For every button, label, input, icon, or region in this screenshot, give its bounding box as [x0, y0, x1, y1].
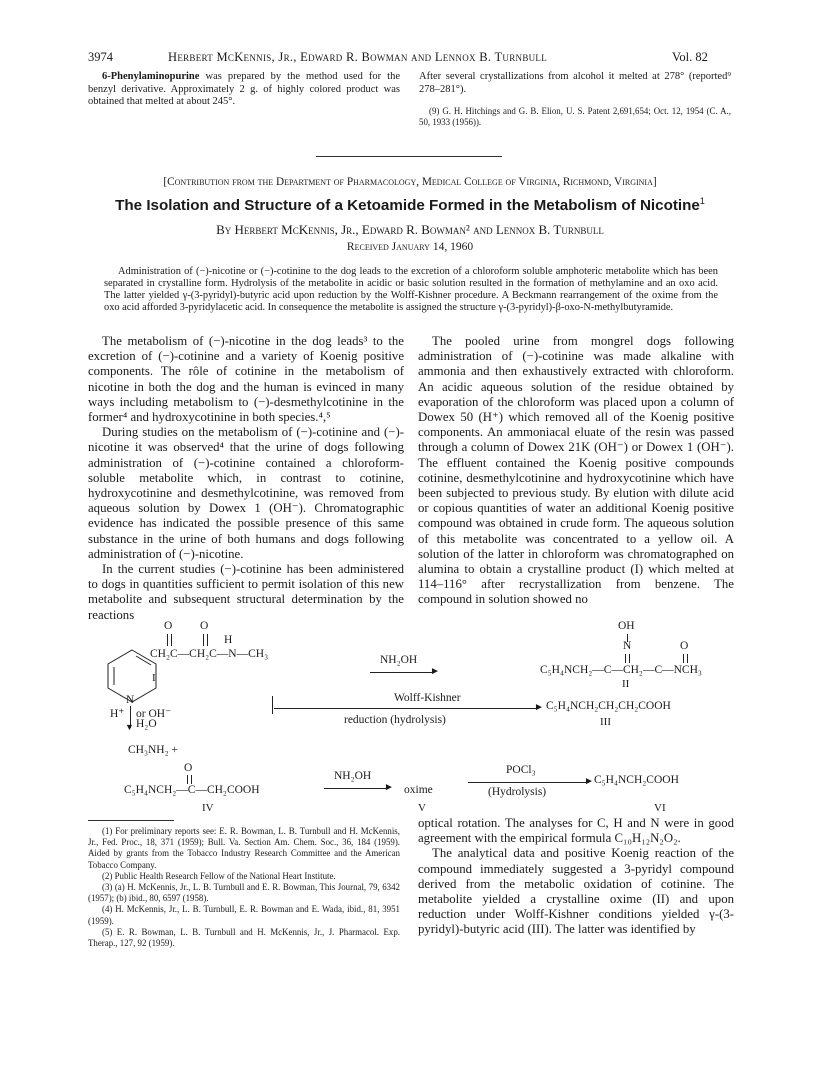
compound-I-hydrogen: H: [224, 634, 233, 646]
compound-V-label: V: [418, 802, 426, 814]
bottom-right-column: [418, 816, 734, 938]
compound-I-oxygen-2: O: [200, 620, 209, 632]
article-title: [88, 196, 732, 214]
step4-arrowhead: ►: [584, 776, 594, 787]
compound-I-chain: CH₂C—CH₂C—N—CH₃: [150, 648, 269, 660]
article-title-text: The Isolation and Structure of a Ketoamide Formed in the Metabolism of Nicotine: [115, 197, 700, 215]
reaction-scheme: [88, 614, 738, 814]
footnote-9: (9) G. H. Hitchings and G. B. Elion, U. S. Patent 2,691,654; Oct. 12, 1954 (C. A., 50, 1933 (1956)).: [419, 106, 731, 128]
footnote-4: (4) H. McKennis, Jr., L. B. Turnbull, E. R. Bowman and E. Wada, ibid., 81, 3951 (1959).: [88, 904, 400, 926]
step3-reagent: NH₂OH: [334, 770, 372, 782]
top-right-text: [419, 71, 731, 129]
ring-nitrogen: N: [126, 694, 135, 706]
footnote-3: (3) (a) H. McKennis, Jr., L. B. Turnbull and E. R. Bowman, This Journal, 79, 6342 (1957); (b) ibid., 80, 6597 (1958).: [88, 882, 400, 904]
water-condition: H₂O: [136, 718, 157, 730]
compound-IV-formula: C₅H₄NCH₂—C—CH₂COOH: [124, 784, 260, 796]
page-number: 3974: [88, 50, 113, 64]
oxime-double-bond: [625, 654, 630, 663]
abstract: [104, 266, 718, 314]
oxime-text: oxime: [404, 784, 433, 796]
compound-III-label: III: [600, 716, 611, 728]
right-paragraph-1: The pooled urine from mongrel dogs following administration of (−)-cotinine was made alkaline with ammonia and then exhaustively extracted with chloroform. An acidic aqueous solution of the residue obtained by evaporation of the chloroform was placed upon a column of Dowex 50 (H⁺) which removed all of the Koenig positive components. An ammoniacal eluate of the resin was passed through a column of Dowex 21K (OH⁻) or Dowex 1 (OH⁻). The effluent contained the Koenig positive compounds cotinine, desmethylcotinine and hydroxycotinine which have been subjected to previous study. By elution with dilute acid or copious quantities of water an additional Koenig positive compound was obtained in crude form. The aqueous solution of this metabolite was concentrated to a yellow oil. A solution of the latter in chloroform was chromatographed on alumina to obtain a crystalline product (I) which melted at 114–116° after recrystallization from benzene. The compound in solution showed no: [418, 334, 734, 607]
wk-start-line: [272, 696, 273, 714]
acid-condition: H⁺: [110, 708, 125, 720]
footnote-1: (1) For preliminary reports see: E. R. Bowman, L. B. Turnbull and H. McKennis, Jr., Fed. Proc., 18, 371 (1959); Bull. Va. Section Am. Chem. Soc., 36, 184 (1959). Aided by grants from the Tobacco Industry Research Committee and the American Tobacco Company.: [88, 826, 400, 870]
compound-II-formula: C₅H₄NCH₂—C—CH₂—C—NCH₃: [540, 664, 702, 676]
bottom-right-paragraph-1: optical rotation. The analyses for C, H and N were in good agreement with the empirical formula C₁₀H₁₂N₂O₂.: [418, 816, 734, 846]
received-date: Received January 14, 1960: [346, 241, 474, 253]
top-left-text: [88, 71, 400, 109]
left-paragraph-2: During studies on the metabolism of (−)-cotinine and (−)-nicotine it was observed⁴ that the urine of dogs following administration of (−)-cotinine contained a chloroform-soluble metabolite which, in contrast to cotinine, hydroxycotinine and desmethylcotinine, was removed from aqueous solution by Dowex 1 (OH⁻). Chromatographic evidence has indicated the possible presence of this same substance in the urine of both humans and dogs following administration of (−)-nicotine.: [88, 425, 404, 561]
hydrolysis-arrowhead: ▼: [125, 722, 134, 732]
authors: By Herbert McKennis, Jr., Edward R. Bowman² and Lennox B. Turnbull: [216, 222, 604, 237]
wk-condition: reduction (hydrolysis): [344, 714, 446, 726]
compound-II-oxygen: O: [680, 640, 689, 652]
footnote-rule: [88, 820, 174, 821]
amide-double-bond: [683, 654, 688, 663]
title-footnote-mark: 1: [699, 196, 705, 206]
footnote-5: (5) E. R. Bowman, L. B. Turnbull and H. McKennis, Jr., J. Pharmacol. Exp. Therap., 127, 92 (1959).: [88, 926, 400, 949]
step1-arrow: [370, 672, 434, 673]
compound-II-oh: OH: [618, 620, 635, 632]
top-right-paragraph: After several crystallizations from alcohol it melted at 278° (reported⁹ 278–281°).: [419, 71, 731, 95]
base-condition: or OH⁻: [136, 708, 172, 720]
compound-IV-label: IV: [202, 802, 214, 814]
contribution-line: [Contribution from the Department of Pharmacology, Medical College of Virginia, Richmond, Virginia]: [163, 176, 657, 188]
step3-arrowhead: ►: [384, 782, 394, 793]
compound-I-oxygen-1: O: [164, 620, 173, 632]
compound-text: was prepared by the method used for the benzyl derivative. Approximately 2 g. of highly colored product was obtained that melted at about 245°.: [88, 71, 400, 108]
left-paragraph-1: The metabolism of (−)-nicotine in the dog leads³ to the excretion of (−)-cotinine and a variety of Koenig positive components. The rôle of cotinine in the metabolism of nicotine in both the dog and the human is evinced in many ways including metabolism to (−)-desmethylcotinine in the former⁴ and hydroxycotinine in both species.⁴,⁵: [88, 334, 404, 425]
compound-II-label: II: [622, 678, 630, 690]
compound-IV-double-bond: [187, 775, 192, 784]
double-bond-1: [167, 634, 172, 646]
step3-arrow: [324, 788, 388, 789]
left-paragraph-3: In the current studies (−)-cotinine has been administered to dogs in quantities sufficient to permit isolation of this new metabolite and subsequent structural determination by the reactions: [88, 562, 404, 622]
step1-reagent: NH₂OH: [380, 654, 418, 666]
section-divider: [316, 156, 502, 157]
step1-arrowhead: ►: [430, 666, 440, 677]
pocl3-reagent: POCl₃: [506, 764, 536, 776]
methylamine: CH₃NH₂ +: [128, 744, 178, 756]
footnote-2: (2) Public Health Research Fellow of the National Heart Institute.: [102, 870, 336, 881]
wk-arrow: [274, 708, 538, 709]
step4-arrow: [468, 782, 588, 783]
compound-VI-label: VI: [654, 802, 666, 814]
abstract-text: Administration of (−)-nicotine or (−)-cotinine to the dog leads to the excretion of a chloroform soluble amphoteric metabolite which has been separated in crystalline form. Hydrolysis of the metabolite in acidic or basic solution resulted in the formation of methylamine and an oxo acid. The latter yielded γ-(3-pyridyl)-butyric acid upon reduction by the Wolff-Kishner procedure. A Beckmann rearrangement of the oxime from the oxo acid afforded 3-pyridylacetic acid. In consequence the metabolite is assigned the structure γ-(3-pyridyl)-β-oxo-N-methylbutyramide.: [104, 266, 718, 313]
right-column: [418, 334, 734, 608]
volume: Vol. 82: [672, 50, 708, 64]
compound-VI-formula: C₅H₄NCH₂COOH: [594, 774, 679, 786]
pocl3-condition: (Hydrolysis): [488, 786, 547, 798]
bottom-right-paragraph-2: The analytical data and positive Koenig reaction of the compound immediately suggested a 3-pyridyl compound derived from the metabolic oxidation of cotinine. The metabolite yielded a crystalline oxime (II) and upon reduction under Wolff-Kishner conditions yielded γ-(3-pyridyl)-butyric acid (III). The latter was identified by: [418, 846, 734, 937]
compound-heading: 6-Phenylaminopurine: [102, 71, 200, 82]
compound-I-label: I: [152, 672, 156, 684]
double-bond-2: [203, 634, 208, 646]
compound-II-n: N: [623, 640, 632, 652]
compound-III-formula: C₅H₄NCH₂CH₂CH₂COOH: [546, 700, 671, 712]
wk-reagent: Wolff-Kishner: [394, 692, 461, 704]
left-column: [88, 334, 404, 623]
compound-IV-oxygen: O: [184, 762, 193, 774]
wk-arrowhead: ►: [534, 702, 544, 713]
running-title: Herbert McKennis, Jr., Edward R. Bowman and Lennox B. Turnbull: [168, 50, 548, 64]
footnotes: [88, 826, 400, 949]
